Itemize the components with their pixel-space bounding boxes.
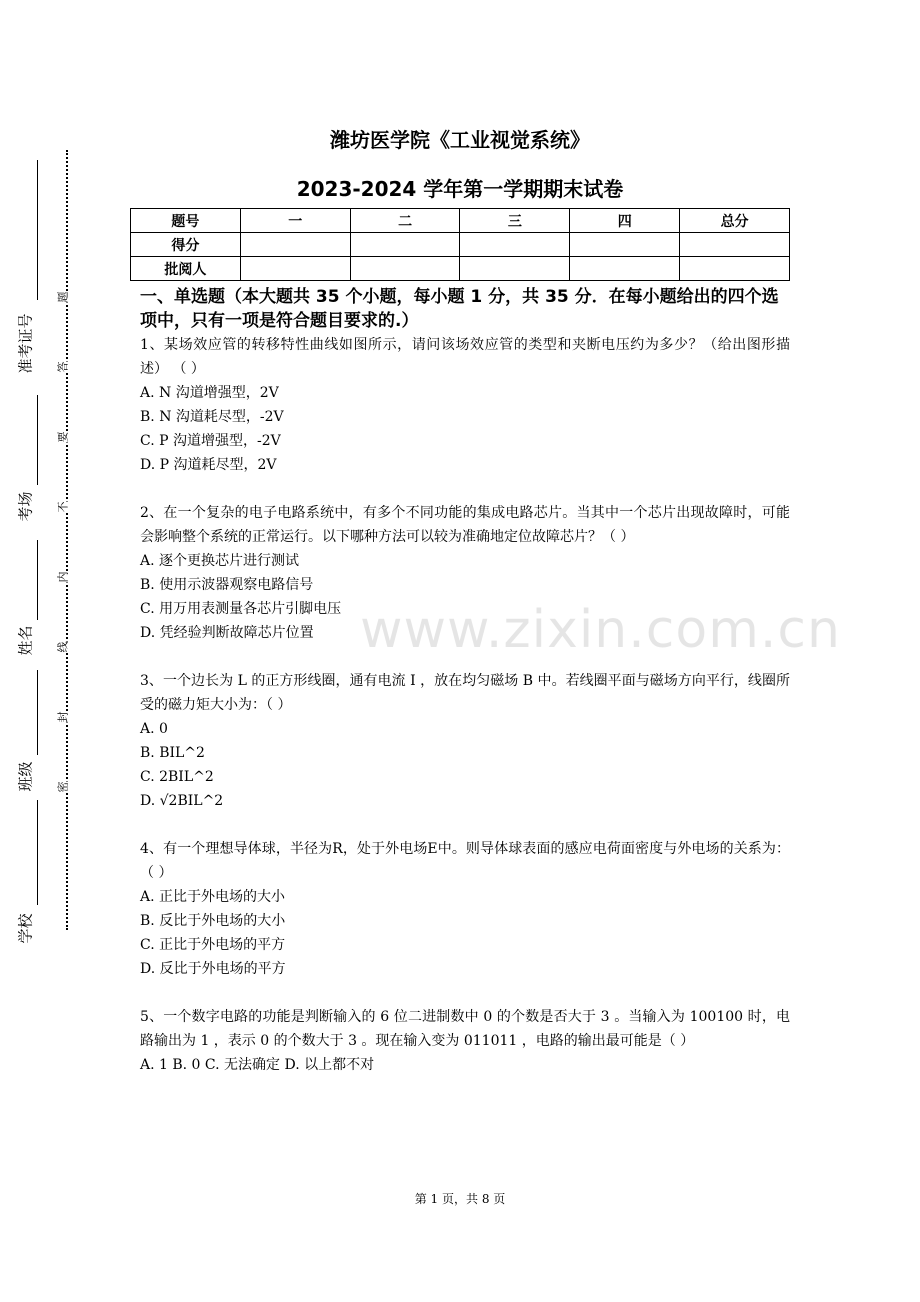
question-option: A. 逐个更换芯片进行测试	[140, 553, 300, 569]
page-footer: 第 1 页，共 8 页	[414, 1192, 506, 1206]
field-exam-room-line	[37, 395, 38, 485]
score-cell	[680, 233, 790, 257]
question-option: A. 0	[140, 721, 168, 737]
field-name-line	[37, 540, 38, 620]
seal-char: 不	[56, 501, 70, 513]
question-option: D. 反比于外电场的平方	[140, 961, 286, 977]
field-class-line	[37, 670, 38, 755]
question-option: A. N 沟道增强型，2V	[140, 385, 279, 401]
grader-cell	[460, 257, 570, 281]
field-name-label: 姓名	[16, 625, 35, 656]
question-option: D. √2BIL^2	[140, 793, 224, 809]
question-option: B. 使用示波器观察电路信号	[140, 577, 314, 593]
score-table-header: 四	[570, 209, 680, 233]
question	[140, 1005, 790, 1077]
score-table-header: 二	[350, 209, 460, 233]
score-table	[130, 208, 790, 281]
grader-cell	[350, 257, 460, 281]
score-table-row-label: 批阅人	[131, 257, 241, 281]
seal-char: 封	[56, 711, 70, 723]
question-option: A. 正比于外电场的大小	[140, 889, 286, 905]
question-option: B. N 沟道耗尽型，-2V	[140, 409, 284, 425]
score-table-header: 三	[460, 209, 570, 233]
question-option: B. 反比于外电场的大小	[140, 913, 286, 929]
score-table-header: 题号	[131, 209, 241, 233]
question	[140, 501, 790, 645]
watermark: www.zixin.com.cn	[360, 600, 841, 660]
seal-char: 答	[56, 361, 70, 373]
field-exam-id-line	[37, 160, 38, 300]
exam-subtitle: 2023-2024 学年第一学期期末试卷	[296, 177, 624, 201]
question-option: D. P 沟道耗尽型，2V	[140, 457, 277, 473]
score-table-row	[131, 233, 790, 257]
question-option: B. BIL^2	[140, 745, 205, 761]
grader-cell	[570, 257, 680, 281]
question-stem: 1、某场效应管的转移特性曲线如图所示，请问该场效应管的类型和夹断电压约为多少？（给出图形描述） （ ）	[140, 337, 790, 377]
field-exam-id-label: 准考证号	[16, 313, 35, 374]
question-option: D. 凭经验判断故障芯片位置	[140, 625, 314, 641]
question-option: A. 1 B. 0 C. 无法确定 D. 以上都不对	[140, 1057, 375, 1073]
grader-cell	[680, 257, 790, 281]
question-list	[140, 333, 790, 1101]
field-school-label: 学校	[16, 913, 35, 944]
question-option: C. 正比于外电场的平方	[140, 937, 286, 953]
question-stem: 4、有一个理想导体球，半径为R，处于外电场E中。则导体球表面的感应电荷面密度与外电场的关系为：（ ）	[140, 841, 790, 881]
field-school-line	[37, 800, 38, 905]
seal-char: 线	[56, 641, 70, 653]
grader-cell	[240, 257, 350, 281]
question-stem: 5、一个数字电路的功能是判断输入的 6 位二进制数中 0 的个数是否大于 3 。当输入为 100100 时，电路输出为 1 ，表示 0 的个数大于 3 。现在输入变为 011011 ，电路的输出最可能是（ ）	[140, 1009, 790, 1049]
score-table-header-row	[131, 209, 790, 233]
score-cell	[570, 233, 680, 257]
question	[140, 837, 790, 981]
score-cell	[350, 233, 460, 257]
field-class-label: 班级	[16, 761, 35, 792]
seal-char: 内	[56, 571, 70, 583]
question	[140, 669, 790, 813]
seal-char: 要	[56, 431, 70, 443]
score-table-row	[131, 257, 790, 281]
score-table-header: 总分	[680, 209, 790, 233]
binding-margin	[0, 0, 110, 1302]
score-cell	[240, 233, 350, 257]
exam-title: 潍坊医学院《工业视觉系统》	[330, 128, 590, 152]
seal-char: 题	[56, 291, 70, 303]
question	[140, 333, 790, 477]
seal-char: 密	[56, 781, 70, 793]
question-option: C. 用万用表测量各芯片引脚电压	[140, 601, 342, 617]
score-table-row-label: 得分	[131, 233, 241, 257]
question-stem: 2、在一个复杂的电子电路系统中，有多个不同功能的集成电路芯片。当其中一个芯片出现故障时，可能会影响整个系统的正常运行。以下哪种方法可以较为准确地定位故障芯片？（ ）	[140, 505, 790, 545]
field-exam-room-label: 考场	[16, 491, 35, 522]
seal-dotted-line	[66, 150, 68, 930]
section-heading: 一、单选题（本大题共 35 个小题，每小题 1 分，共 35 分．在每小题给出的四个选项中，只有一项是符合题目要求的.）	[140, 287, 779, 331]
question-option: C. P 沟道增强型，-2V	[140, 433, 281, 449]
question-stem: 3、一个边长为 L 的正方形线圈，通有电流 I ，放在均匀磁场 B 中。若线圈平面与磁场方向平行，线圈所受的磁力矩大小为：（ ）	[140, 673, 790, 713]
score-table-header: 一	[240, 209, 350, 233]
score-cell	[460, 233, 570, 257]
question-option: C. 2BIL^2	[140, 769, 214, 785]
